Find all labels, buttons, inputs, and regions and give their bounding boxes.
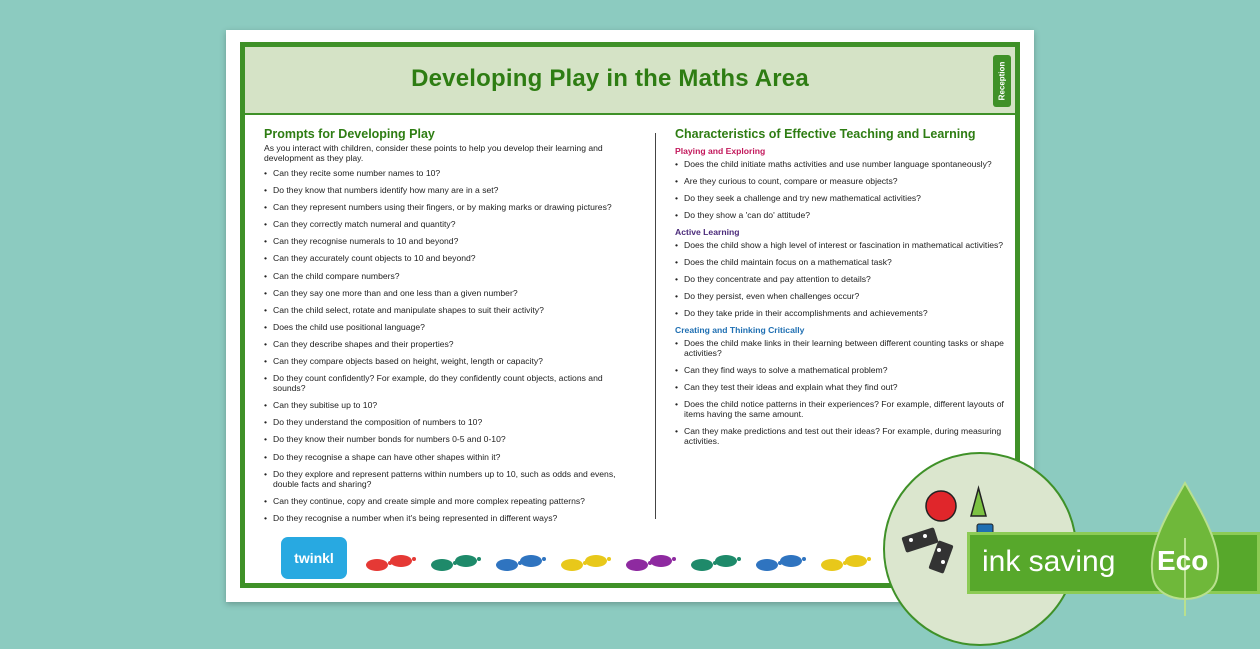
prompt-item: • Can they recite some number names to 10? bbox=[264, 168, 636, 178]
reception-tab bbox=[993, 55, 1011, 107]
prompts-intro: As you interact with children, consider these points to help you develop their learning and development as they play. bbox=[264, 143, 603, 163]
prompt-item: • Can the child compare numbers? bbox=[264, 271, 636, 281]
footprint-icon bbox=[690, 553, 742, 573]
prompt-item: • Can they compare objects based on height, weight, length or capacity? bbox=[264, 356, 636, 366]
prompt-item: • Can the child select, rotate and manipulate shapes to suit their activity? bbox=[264, 305, 636, 315]
prompt-item: • Can they recognise numerals to 10 and beyond? bbox=[264, 236, 636, 246]
prompt-item: • Do they understand the composition of numbers to 10? bbox=[264, 417, 636, 427]
characteristics-column bbox=[675, 127, 1005, 453]
prompt-item: • Do they know that numbers identify how many are in a set? bbox=[264, 185, 636, 195]
characteristic-item: • Do they concentrate and pay attention to details? bbox=[675, 274, 1005, 284]
characteristic-item: • Are they curious to count, compare or measure objects? bbox=[675, 176, 1005, 186]
characteristic-item: • Can they make predictions and test out their ideas? For example, during measuring activities. bbox=[675, 426, 1005, 446]
footprint-icon bbox=[755, 553, 807, 573]
section-list bbox=[675, 338, 1005, 446]
section-heading: Active Learning bbox=[675, 227, 740, 237]
column-divider bbox=[655, 133, 656, 519]
prompt-item: • Can they accurately count objects to 10 and beyond? bbox=[264, 253, 636, 263]
prompt-item: • Do they count confidently? For example, do they confidently count objects, actions and sounds? bbox=[264, 373, 636, 393]
characteristic-item: • Can they test their ideas and explain what they find out? bbox=[675, 382, 1005, 392]
section-list bbox=[675, 240, 1005, 318]
prompts-list bbox=[264, 168, 636, 523]
section-heading: Creating and Thinking Critically bbox=[675, 325, 805, 335]
footprint-icon bbox=[560, 553, 612, 573]
prompts-column bbox=[264, 127, 636, 530]
footprint-icon bbox=[625, 553, 677, 573]
characteristic-item: • Does the child make links in their learning between different counting tasks or shape activities? bbox=[675, 338, 1005, 358]
prompt-item: • Can they continue, copy and create simple and more complex repeating patterns? bbox=[264, 496, 636, 506]
footprint-icon bbox=[820, 553, 872, 573]
characteristic-item: • Do they persist, even when challenges occur? bbox=[675, 291, 1005, 301]
prompt-item: • Can they describe shapes and their properties? bbox=[264, 339, 636, 349]
footprint-icon bbox=[365, 553, 417, 573]
footprint-icon bbox=[430, 553, 482, 573]
prompt-item: • Can they say one more than and one less than a given number? bbox=[264, 288, 636, 298]
characteristic-item: • Does the child notice patterns in their experiences? For example, different layouts of items having the same amount. bbox=[675, 399, 1005, 419]
twinkl-logo: twinkl bbox=[281, 537, 347, 579]
characteristics-heading: Characteristics of Effective Teaching and Learning bbox=[675, 127, 976, 141]
prompt-item: • Does the child use positional language? bbox=[264, 322, 636, 332]
characteristic-item: • Can they find ways to solve a mathematical problem? bbox=[675, 365, 1005, 375]
prompt-item: • Can they correctly match numeral and quantity? bbox=[264, 219, 636, 229]
characteristic-item: • Does the child show a high level of interest or fascination in mathematical activities? bbox=[675, 240, 1005, 250]
prompt-item: • Can they subitise up to 10? bbox=[264, 400, 636, 410]
characteristics-sections bbox=[675, 146, 1005, 446]
ink-saving-label: ink saving bbox=[982, 545, 1116, 578]
characteristic-item: • Do they seek a challenge and try new mathematical activities? bbox=[675, 193, 1005, 203]
prompts-heading: Prompts for Developing Play bbox=[264, 127, 435, 141]
page-title: Developing Play in the Maths Area bbox=[411, 65, 809, 92]
prompt-item: • Do they know their number bonds for numbers 0-5 and 0-10? bbox=[264, 434, 636, 444]
prompt-item: • Do they recognise a shape can have other shapes within it? bbox=[264, 452, 636, 462]
section-heading: Playing and Exploring bbox=[675, 146, 766, 156]
prompt-item: • Do they recognise a number when it's being represented in different ways? bbox=[264, 513, 636, 523]
footprint-icon bbox=[495, 553, 547, 573]
eco-label: Eco bbox=[1157, 545, 1209, 576]
characteristic-item: • Do they take pride in their accomplishments and achievements? bbox=[675, 308, 1005, 318]
characteristic-item: • Does the child initiate maths activities and use number language spontaneously? bbox=[675, 159, 1005, 169]
characteristic-item: • Do they show a 'can do' attitude? bbox=[675, 210, 1005, 220]
section-list bbox=[675, 159, 1005, 220]
characteristic-item: • Does the child maintain focus on a mathematical task? bbox=[675, 257, 1005, 267]
title-banner bbox=[245, 47, 1015, 115]
prompt-item: • Can they represent numbers using their fingers, or by making marks or drawing pictures? bbox=[264, 202, 636, 212]
tab-label: Reception bbox=[997, 61, 1007, 101]
prompt-item: • Do they explore and represent patterns within numbers up to 10, such as odds and evens, double facts and sharing? bbox=[264, 469, 636, 489]
